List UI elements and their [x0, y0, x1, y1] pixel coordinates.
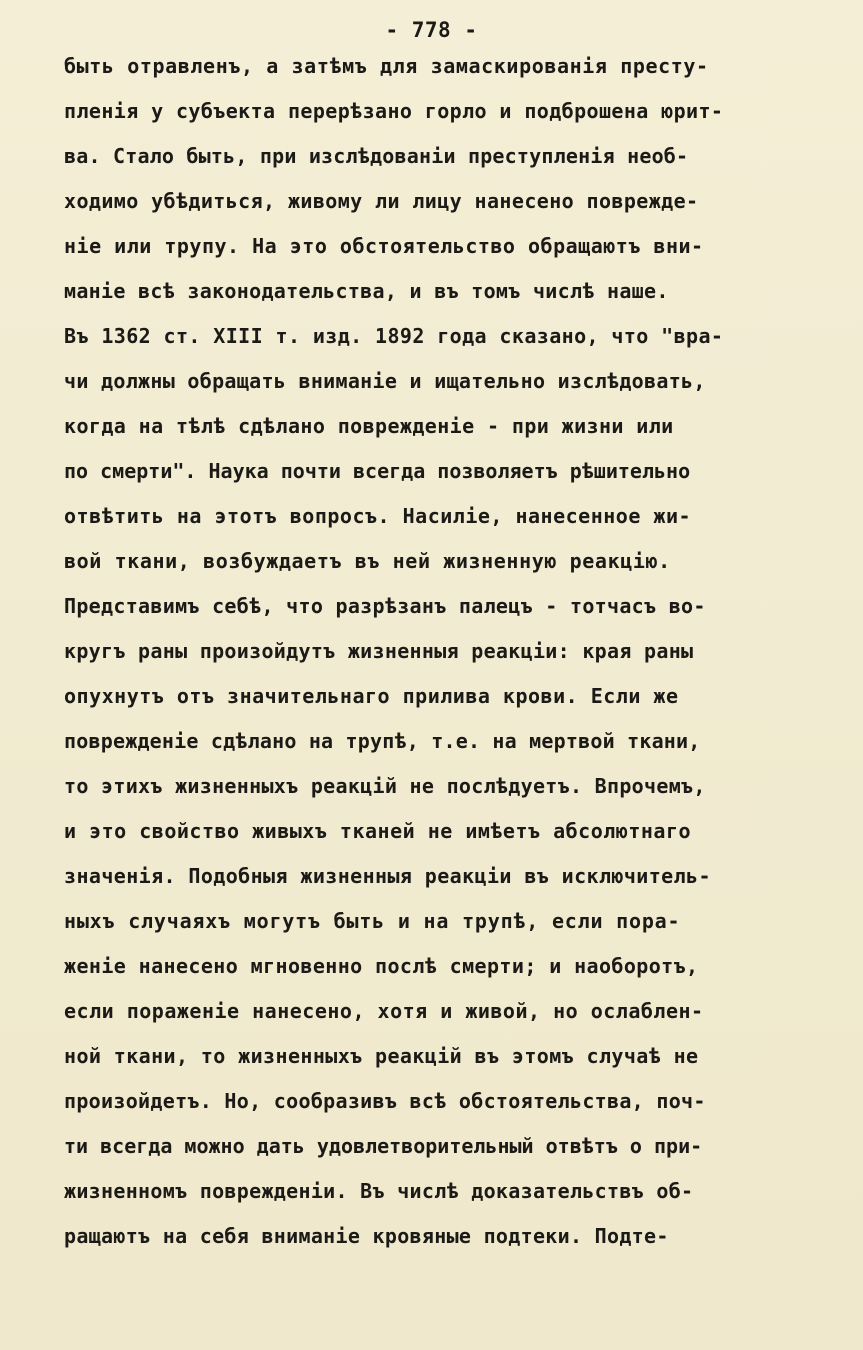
text-line: Представимъ себѣ, что разрѣзанъ палецъ - тотчасъ во- [64, 594, 706, 618]
text-line: жизненномъ поврежденіи. Въ числѣ доказательствъ об- [64, 1179, 694, 1203]
text-line: чи должны обращать вниманіе и ищательно изслѣдовать, [64, 369, 706, 393]
text-line: опухнутъ отъ значительнаго прилива крови. Если же [64, 684, 679, 708]
text-line: кругъ раны произойдутъ жизненныя реакціи: края раны [64, 639, 694, 663]
text-line: произойдетъ. Но, сообразивъ всѣ обстоятельства, поч- [64, 1089, 706, 1113]
text-line: ходимо убѣдиться, живому ли лицу нанесено поврежде- [64, 189, 699, 213]
body-text [64, 44, 844, 1259]
text-line: ти всегда можно дать удовлетворительный отвѣтъ о при- [64, 1134, 703, 1158]
text-line: поврежденіе сдѣлано на трупѣ, т.е. на мертвой ткани, [64, 729, 701, 753]
text-line: и это свойство живыхъ тканей не имѣетъ абсолютнаго [64, 819, 692, 843]
text-line: ной ткани, то жизненныхъ реакцій въ этомъ случаѣ не [64, 1044, 699, 1068]
text-line: женіе нанесено мгновенно послѣ смерти; и наоборотъ, [64, 954, 699, 978]
text-line: вой ткани, возбуждаетъ въ ней жизненную реакцію. [64, 549, 671, 573]
text-line: ныхъ случаяхъ могутъ быть и на трупѣ, если пора- [64, 909, 681, 933]
text-line: ва. Стало быть, при изслѣдованіи преступленія необ- [64, 144, 689, 168]
text-line: по смерти". Наука почти всегда позволяетъ рѣшительно [64, 459, 691, 483]
text-line: если пораженіе нанесено, хотя и живой, но ослаблен- [64, 999, 704, 1023]
text-line: ращаютъ на себя вниманіе кровяные подтеки. Подте- [64, 1224, 669, 1248]
text-line: значенія. Подобныя жизненныя реакціи въ исключитель- [64, 864, 711, 888]
text-line: отвѣтить на этотъ вопросъ. Насиліе, нанесенное жи- [64, 504, 692, 528]
text-line: ніе или трупу. На это обстоятельство обращаютъ вни- [64, 234, 704, 258]
text-line: маніе всѣ законодательства, и въ томъ числѣ наше. [64, 279, 669, 303]
text-line: быть отравленъ, а затѣмъ для замаскированія престу- [64, 54, 709, 78]
text-line: Въ 1362 ст. XIII т. изд. 1892 года сказано, что "вра- [64, 324, 724, 348]
text-line: пленія у субъекта перерѣзано горло и подброшена юрит- [64, 99, 724, 123]
text-line: когда на тѣлѣ сдѣлано поврежденіе - при жизни или [64, 414, 674, 438]
text-line: то этихъ жизненныхъ реакцій не послѣдуетъ. Впрочемъ, [64, 774, 706, 798]
page-number: - 778 - [385, 18, 478, 42]
